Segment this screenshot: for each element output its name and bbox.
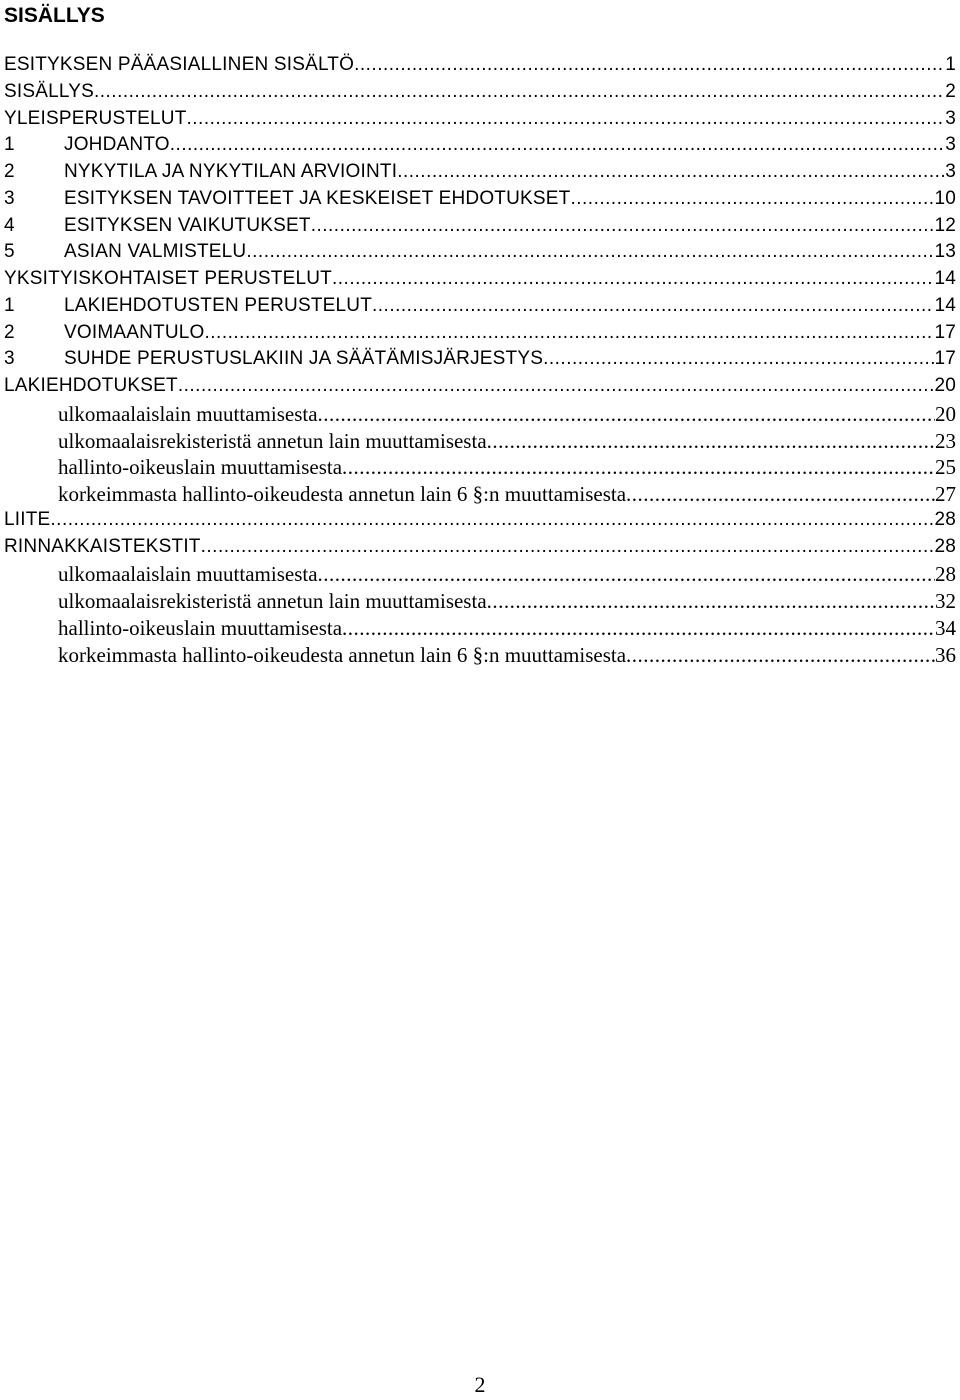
page-title: SISÄLLYS (4, 4, 105, 27)
dot-leader (318, 402, 935, 427)
toc-entry-page: 14 (934, 268, 956, 289)
dot-leader (626, 643, 935, 668)
dot-leader (372, 295, 934, 317)
page-number: 2 (474, 1372, 486, 1397)
toc-entry-page: 1 (945, 54, 956, 75)
dot-leader (187, 108, 946, 130)
toc-entry[interactable] (4, 241, 956, 268)
toc-entry-number: 3 (4, 348, 15, 370)
toc-entry-page: 17 (934, 321, 956, 343)
toc-entry[interactable] (4, 215, 956, 242)
dot-leader (50, 509, 934, 531)
toc-entry[interactable] (4, 455, 956, 482)
toc-entry-page: 14 (934, 294, 956, 316)
toc-entry[interactable] (4, 295, 956, 322)
dot-leader (201, 536, 935, 558)
toc-entry-label: ulkomaalaislain muuttamisesta (58, 401, 318, 426)
toc-entry-label: YLEISPERUSTELUT (4, 107, 187, 129)
dot-leader (246, 241, 934, 263)
toc-entry[interactable] (4, 188, 956, 215)
toc-entry[interactable] (4, 643, 956, 670)
toc-entry-label: ulkomaalaislain muuttamisesta (58, 562, 318, 587)
toc-entry-label: SISÄLLYS (4, 80, 94, 102)
dot-leader (487, 589, 935, 614)
toc-entry-label: ulkomaalaisrekisteristä annetun lain muuttamisesta (58, 428, 487, 453)
toc-entry-page: 2 (945, 80, 956, 102)
toc-entry[interactable] (4, 429, 956, 456)
toc-entry-number: 1 (4, 294, 15, 316)
toc-entry-page: 28 (934, 508, 956, 530)
toc-entry-number: 2 (4, 161, 15, 182)
toc-entry-page: 12 (934, 214, 956, 236)
toc-entry-label: ESITYKSEN PÄÄASIALLINEN SISÄLTÖ (4, 54, 355, 75)
toc-entry-page: 32 (935, 589, 956, 613)
toc-entry[interactable] (4, 616, 956, 643)
toc-entry-label: hallinto-oikeuslain muuttamisesta (58, 615, 343, 640)
toc-entry[interactable] (4, 322, 956, 349)
toc-entry-label: SUHDE PERUSTUSLAKIIN JA SÄÄTÄMISJÄRJESTYS (64, 348, 544, 370)
toc-entry-page: 28 (934, 535, 956, 557)
toc-entry-number: 2 (4, 321, 15, 343)
toc-entry[interactable] (4, 509, 956, 536)
dot-leader (543, 348, 934, 370)
dot-leader (397, 161, 945, 183)
dot-leader (570, 188, 934, 210)
toc-entry-label: VOIMAANTULO (64, 321, 205, 343)
toc-entry-label: ESITYKSEN VAIKUTUKSET (64, 214, 311, 236)
toc-entry-page: 17 (934, 348, 956, 370)
dot-leader (94, 81, 945, 103)
toc-entry-page: 27 (935, 482, 956, 506)
dot-leader (626, 482, 935, 507)
table-of-contents (4, 54, 956, 669)
toc-entry[interactable] (4, 134, 956, 161)
toc-entry-number: 5 (4, 241, 15, 263)
dot-leader (178, 375, 935, 397)
toc-entry-label: YKSITYISKOHTAISET PERUSTELUT (4, 268, 332, 289)
dot-leader (342, 616, 935, 641)
toc-entry[interactable] (4, 589, 956, 616)
toc-entry-label: ulkomaalaisrekisteristä annetun lain muuttamisesta (58, 589, 487, 613)
toc-entry[interactable] (4, 482, 956, 509)
toc-entry[interactable] (4, 562, 956, 589)
toc-entry-page: 3 (945, 107, 956, 129)
dot-leader (170, 134, 945, 156)
toc-entry-page: 25 (935, 455, 956, 480)
toc-entry[interactable] (4, 375, 956, 402)
dot-leader (487, 429, 935, 454)
toc-entry[interactable] (4, 402, 956, 429)
dot-leader (332, 268, 934, 290)
toc-entry-label: LAKIEHDOTUSTEN PERUSTELUT (64, 294, 372, 316)
toc-entry-number: 1 (4, 134, 15, 156)
toc-entry-label: ESITYKSEN TAVOITTEET JA KESKEISET EHDOTUKSET (64, 187, 571, 209)
dot-leader (318, 562, 935, 587)
toc-entry-number: 3 (4, 187, 15, 209)
toc-entry-page: 23 (935, 428, 956, 453)
toc-entry-page: 28 (935, 562, 956, 587)
dot-leader (354, 54, 945, 76)
toc-entry-page: 20 (934, 375, 956, 396)
toc-entry-label: korkeimmasta hallinto-oikeudesta annetun lain 6 §:n muuttamisesta (58, 642, 627, 667)
toc-entry[interactable] (4, 268, 956, 295)
dot-leader (205, 322, 935, 344)
toc-entry-label: NYKYTILA JA NYKYTILAN ARVIOINTI (64, 161, 398, 182)
toc-entry-page: 3 (945, 134, 956, 156)
toc-entry-page: 13 (934, 241, 956, 263)
toc-entry-number: 4 (4, 214, 15, 236)
toc-entry[interactable] (4, 81, 956, 108)
toc-entry[interactable] (4, 108, 956, 135)
toc-entry[interactable] (4, 54, 956, 81)
toc-entry[interactable] (4, 536, 956, 563)
toc-entry-page: 10 (934, 187, 956, 209)
toc-entry-label: JOHDANTO (64, 134, 170, 156)
toc-entry-label: LIITE (4, 508, 51, 530)
dot-leader (342, 455, 935, 480)
toc-entry-label: ASIAN VALMISTELU (64, 241, 247, 263)
toc-entry-label: hallinto-oikeuslain muuttamisesta (58, 455, 343, 480)
toc-entry-page: 20 (935, 401, 956, 426)
dot-leader (311, 215, 935, 237)
toc-entry-label: korkeimmasta hallinto-oikeudesta annetun lain 6 §:n muuttamisesta (58, 482, 627, 506)
toc-entry-page: 3 (945, 161, 956, 182)
toc-entry-label: LAKIEHDOTUKSET (4, 375, 178, 396)
toc-entry-page: 36 (935, 642, 956, 667)
toc-entry-label: RINNAKKAISTEKSTIT (4, 535, 201, 557)
toc-entry[interactable] (4, 348, 956, 375)
toc-entry[interactable] (4, 161, 956, 188)
toc-entry-page: 34 (935, 615, 956, 640)
